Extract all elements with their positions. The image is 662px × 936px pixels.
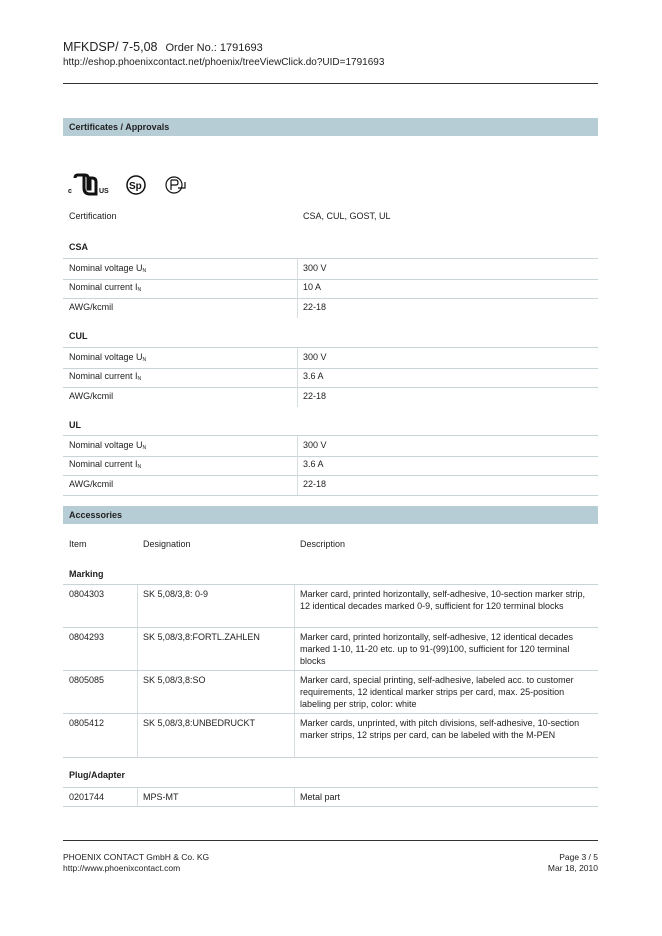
- row-value: 22-18: [303, 391, 327, 401]
- cULus-logo: [68, 175, 109, 195]
- accessory-designation: SK 5,08/3,8:UNBEDRUCKT: [143, 718, 256, 728]
- accessory-description: Marker card, printed horizontally, self-adhesive, 12 identical decades marked 1-10, 11-20 etc. up to 91-(99)100, sufficient for 120 terminal blocks: [300, 632, 573, 666]
- CSA-logo: [127, 176, 145, 194]
- certification-value: CSA, CUL, GOST, UL: [303, 211, 391, 221]
- column-header-item: Item: [69, 539, 87, 549]
- csa-row-current: [63, 278, 598, 299]
- row-label: Nominal current $I_N$: [69, 371, 142, 382]
- accessory-designation: SK 5,08/3,8: 0-9: [143, 589, 209, 599]
- certification-row: [63, 207, 598, 227]
- accessory-description: Marker card, special printing, self-adhesive, labeled acc. to customer requirements, 12 identical marker strips per card, max. 25-position labeling per strip, color: white: [300, 675, 574, 709]
- footer-divider: [63, 840, 598, 841]
- accessory-item: 0804293: [69, 632, 105, 642]
- footer-website[interactable]: http://www.phoenixcontact.com: [63, 863, 181, 873]
- group-title-ul: UL: [69, 420, 81, 430]
- accessory-item: 0804303: [69, 589, 105, 599]
- accessory-item: 0805085: [69, 675, 105, 685]
- accessory-row: [63, 670, 598, 714]
- footer-right: [548, 852, 598, 874]
- cul-row-voltage: [63, 347, 598, 369]
- accessory-designation: MPS-MT: [143, 792, 179, 802]
- column-header-designation: Designation: [143, 539, 191, 549]
- accessory-item: 0201744: [69, 792, 105, 802]
- accessories-section-title: Accessories: [63, 506, 598, 524]
- product-name: MFKDSP/ 7-5,08: [63, 40, 158, 54]
- cul-row-current: [63, 367, 598, 388]
- row-label: AWG/kcmil: [69, 302, 114, 312]
- footer-company: PHOENIX CONTACT GmbH & Co. KG: [63, 852, 210, 862]
- row-value: 22-18: [303, 302, 327, 312]
- product-url[interactable]: http://eshop.phoenixcontact.net/phoenix/treeViewClick.do?UID=1791693: [63, 57, 385, 68]
- accessory-designation: SK 5,08/3,8:FORTL.ZAHLEN: [143, 632, 260, 642]
- row-value: 300 V: [303, 440, 327, 450]
- accessory-row: [63, 627, 598, 671]
- certificates-section-title: Certificates / Approvals: [63, 118, 598, 136]
- document-header: [63, 40, 598, 70]
- certification-logos: [68, 172, 198, 198]
- accessory-item: 0805412: [69, 718, 105, 728]
- svg-text:c: c: [68, 188, 72, 195]
- footer-page: Page 3 / 5: [559, 852, 598, 862]
- footer-left: [63, 852, 209, 874]
- column-header-description: Description: [300, 539, 346, 549]
- accessory-row: [63, 713, 598, 758]
- cul-row-awg: [63, 387, 598, 407]
- csa-row-awg: [63, 298, 598, 318]
- title-line: [63, 40, 598, 56]
- accessory-description: Metal part: [300, 792, 341, 802]
- csa-row-voltage: [63, 258, 598, 280]
- row-label: Nominal voltage $U_N$: [69, 440, 147, 451]
- certification-label: Certification: [69, 211, 117, 221]
- row-label: Nominal voltage $U_N$: [69, 352, 147, 363]
- group-title-marking: Marking: [69, 569, 104, 579]
- header-divider: [63, 83, 598, 84]
- group-title-cul: CUL: [69, 331, 88, 341]
- accessory-description: Marker card, printed horizontally, self-adhesive, 10-section marker strip, 12 identical decades marked 0-9, sufficient for 120 terminal blocks: [300, 589, 585, 611]
- row-value: 300 V: [303, 263, 327, 273]
- row-label: AWG/kcmil: [69, 479, 114, 489]
- row-label: Nominal current $I_N$: [69, 459, 142, 470]
- accessory-designation: SK 5,08/3,8:SO: [143, 675, 206, 685]
- row-value: 22-18: [303, 479, 327, 489]
- svg-text:Sp: Sp: [129, 181, 142, 192]
- group-title-plug-adapter: Plug/Adapter: [69, 770, 126, 780]
- row-value: 3.6 A: [303, 459, 324, 469]
- logo-strip: [68, 172, 198, 198]
- group-title-csa: CSA: [69, 242, 89, 252]
- GOST-logo: [166, 177, 185, 193]
- accessory-row: [63, 787, 598, 807]
- svg-text:US: US: [99, 188, 109, 195]
- row-label: AWG/kcmil: [69, 391, 114, 401]
- row-value: 3.6 A: [303, 371, 324, 381]
- order-number: Order No.: 1791693: [165, 42, 263, 54]
- row-value: 10 A: [303, 282, 322, 292]
- ul-row-voltage: [63, 435, 598, 457]
- accessory-row: [63, 584, 598, 628]
- footer-date: Mar 18, 2010: [547, 863, 598, 873]
- row-label: Nominal voltage $U_N$: [69, 263, 147, 274]
- accessory-description: Marker cards, unprinted, with pitch divisions, self-adhesive, 10-section marker strips, 12 strips per card, can be labeled with the M-PEN: [300, 718, 580, 740]
- row-value: 300 V: [303, 352, 327, 362]
- row-label: Nominal current $I_N$: [69, 282, 142, 293]
- ul-row-current: [63, 455, 598, 476]
- ul-row-awg: [63, 475, 598, 496]
